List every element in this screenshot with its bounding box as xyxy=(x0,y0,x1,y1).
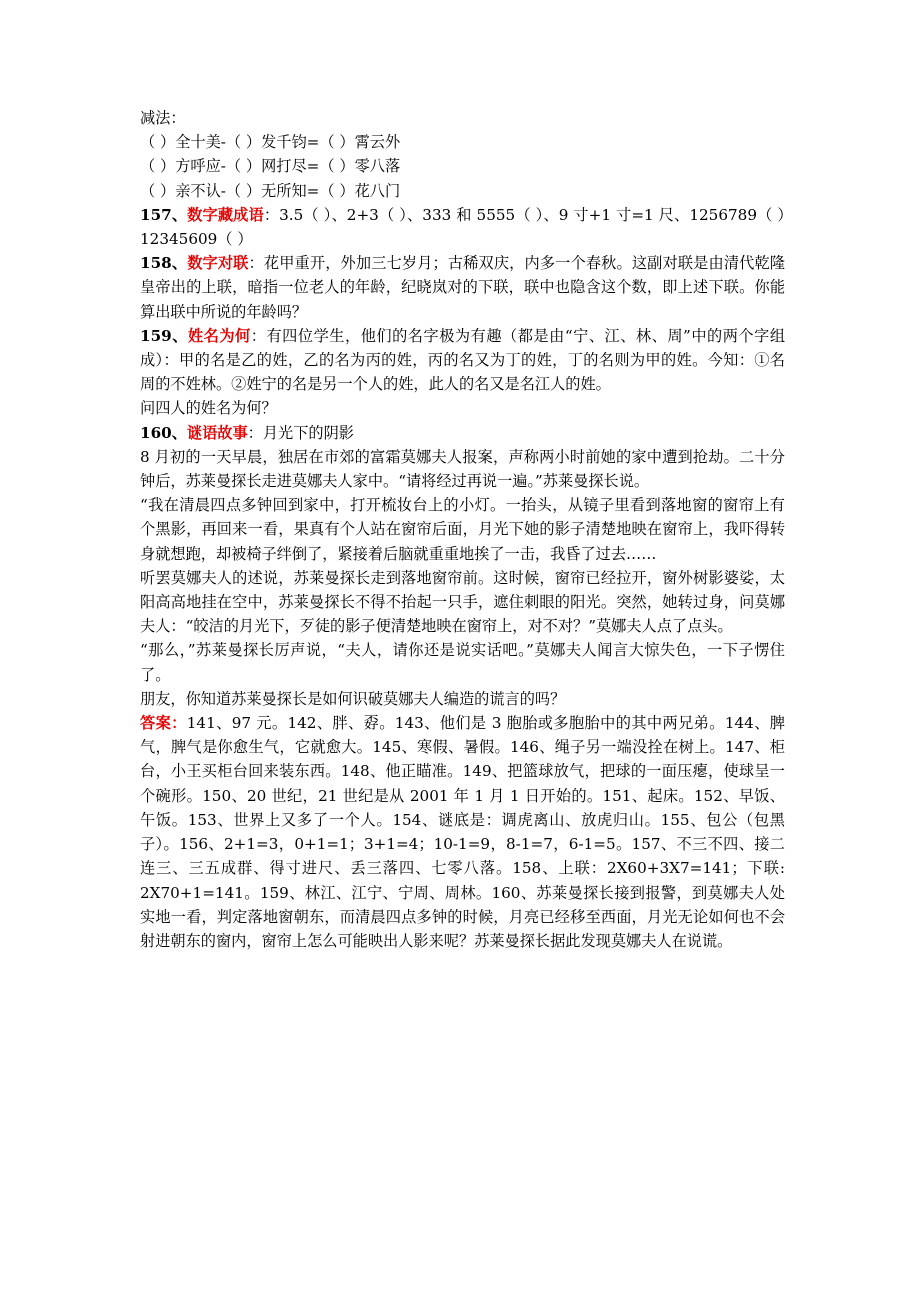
document-page xyxy=(140,106,785,953)
question-body: ：月光下的阴影 xyxy=(247,423,354,442)
question-160 xyxy=(140,421,785,445)
question-body: ：有四位学生，他们的名字极为有趣（都是由“宁、江、林、周”中的两个字组成）：甲的名是乙的姓，乙的名为丙的姓，丙的名又为丁的姓，丁的名则为甲的姓。今知：①名周的不姓林。②姓宁的名是另一个人的姓，此人的名又是名江人的姓。 xyxy=(140,326,786,394)
answers-text: 141、97 元。142、胖、孬。143、他们是 3 胞胎或多胞胎中的其中两兄弟。144、脾气，脾气是你愈生气，它就愈大。145、寒假、暑假。146、绳子另一端没拴在树上。147、柜台，小王买柜台回来装东西。148、他正瞄准。149、把篮球放气，把球的一面压瘪，使球呈一个碗形。150、20 世纪，21 世纪是从 2001 年 1 月 1 日开始的。151、起床。152、早饭、午饭。153、世界上又多了一个人。154、谜底是：调虎离山、放虎归山。155、包公（包黑子）。156、2+1=3，0+1=1；3+1=4；10-1=9，8-1=7，6-1=5。157、不三不四、接二连三、三五成群、得寸进尺、丢三落四、七零八落。158、上联：2X60+3X7=141；下联: 2X70+1=141。159、林江、江宁、宁周、周林。160、苏莱曼探长接到报警，到莫娜夫人处实地一看，判定落地窗朝东，而清晨四点多钟的时候，月亮已经移至西面，月光无论如何也不会射进朝东的窗内，窗帘上怎么可能映出人影来呢？苏莱曼探长据此发现莫娜夫人在说谎。 xyxy=(140,714,785,950)
question-number: 158、 xyxy=(140,254,188,273)
subtraction-heading: 减法： xyxy=(140,109,186,127)
subtraction-row: （ ）全十美-（ ）发千钧=（ ）霄云外 xyxy=(140,133,401,152)
question-number: 157、 xyxy=(140,205,188,224)
story-paragraph: 朋友，你知道苏莱曼探长是如何识破莫娜夫人编造的谎言的吗？ xyxy=(140,689,566,708)
question-157 xyxy=(140,203,785,251)
story-paragraph: “我在清晨四点多钟回到家中，打开梳妆台上的小灯。一抬头，从镜子里看到落地窗的窗帘上有个黑影，再回来一看，果真有个人站在窗帘后面，月光下她的影子清楚地映在窗帘上，我吓得转身就想跑，却被椅子绊倒了，紧接着后脑就重重地挨了一击，我昏了过去…… xyxy=(140,496,785,563)
question-158 xyxy=(140,251,785,324)
question-title: 数字藏成语 xyxy=(187,205,264,224)
question-body: ：3.5（ ）、2+3（ ）、333 和 5555（ ）、9 寸+1 寸=1 尺、1256789（ ）12345609（ ） xyxy=(140,205,785,249)
question-title: 谜语故事 xyxy=(186,423,248,442)
story-paragraph: 听罢莫娜夫人的述说，苏莱曼探长走到落地窗帘前。这时候，窗帘已经拉开，窗外树影婆娑，太阳高高地挂在空中，苏莱曼探长不得不抬起一只手，遮住刺眼的阳光。突然，她转过身，问莫娜夫人：“皎洁的月光下，歹徒的影子便清楚地映在窗帘上，对不对？”莫娜夫人点了点头。 xyxy=(140,568,785,636)
subtraction-row: （ ）亲不认-（ ）无所知=（ ）花八门 xyxy=(140,181,401,200)
story-paragraph: 8 月初的一天早晨，独居在市郊的富霜莫娜夫人报案，声称两小时前她的家中遭到抢劫。二十分钟后，苏莱曼探长走进莫娜夫人家中。“请将经过再说一遍。”苏莱曼探长说。 xyxy=(140,447,785,491)
question-body: ：花甲重开，外加三七岁月；古稀双庆，内多一个春秋。这副对联是由清代乾隆皇帝出的上联，暗指一位老人的年龄，纪晓岚对的下联，联中也隐含这个数，即上述下联。你能算出联中所说的年龄吗？ xyxy=(140,254,786,321)
question-title: 数字对联 xyxy=(187,254,249,273)
question-number: 160、 xyxy=(140,423,187,442)
question-159-ask: 问四人的姓名为何？ xyxy=(140,399,277,418)
question-number: 159、 xyxy=(140,326,188,345)
question-title: 姓名为何 xyxy=(187,326,251,345)
story-paragraph: “那么，”苏莱曼探长厉声说，“夫人，请你还是说实话吧。”莫娜夫人闻言大惊失色，一下子愣住了。 xyxy=(140,641,785,684)
answers-block xyxy=(140,711,785,953)
answers-label: 答案： xyxy=(140,714,187,733)
subtraction-row: （ ）方呼应-（ ）网打尽=（ ）零八落 xyxy=(140,157,401,176)
question-159 xyxy=(140,324,785,397)
